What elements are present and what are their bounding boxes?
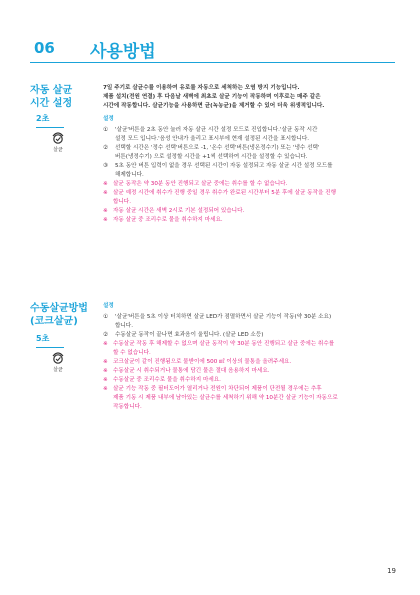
note-line: 수동살균 중 조리수로 물을 취수하지 마세요.	[113, 377, 221, 383]
note-line: 자동 살균 중 조리수로 물을 취수하지 마세요.	[113, 217, 223, 223]
auto-sterilize-title-line1: 자동 살균	[30, 85, 73, 96]
note-line: 수동살균 작동 후 해제할 수 없으며 살균 동작이 약 30분 동안 진행되고 살균 중에는 취수를	[113, 341, 335, 347]
step-line: 버튼(냉정수기) 으로 설정할 시간을 +1씩 선택하여 시간을 설정할 수 있습니다.	[115, 154, 308, 160]
step-line: 5초 동안 버튼 입력이 없을 경우 선택된 시간이 자동 설정되고 자동 살균 시간 설정 모드를	[115, 163, 333, 169]
sterilize-icon	[50, 131, 66, 145]
hold-duration-label: 5초	[36, 334, 50, 343]
warning-note	[103, 367, 391, 376]
intro-line: 시간에 작동합니다. 살균기능을 사용하면 균(녹농균)을 제거할 수 있어 더욱 위생적입니다.	[103, 103, 325, 109]
page-number: 19	[387, 567, 396, 575]
auto-setting-subheading: 설정	[103, 116, 114, 122]
note-line: 코크살균이 같이 진행됨으로 물받이에 500 ㎖ 이상의 물통을 올려주세요.	[113, 359, 292, 365]
note-marker: ※	[103, 386, 108, 392]
note-marker: ※	[103, 190, 108, 196]
step-line: '살균'버튼을 2초 동안 눌러 자동 살균 시간 설정 모드로 진입합니다.'살균 동작 시간	[115, 127, 318, 133]
warning-note	[103, 340, 391, 358]
auto-sterilize-section	[30, 84, 395, 234]
manual-sterilize-title-line2: (코크살균)	[30, 316, 78, 327]
step-line: '살균'버튼을 5초 이상 터치하면 살균 LED가 점멸하면서 살균 기능이 작동(약 30분 소요)	[115, 314, 332, 320]
warning-note	[103, 358, 391, 367]
manual-sterilize-title-line1: 수동살균방법	[30, 303, 88, 314]
note-line: 살균 동작은 약 30분 동안 진행되고 살균 중에는 취수를 할 수 없습니다.	[113, 181, 288, 187]
section-number: 06	[34, 39, 55, 57]
auto-sterilize-title-line2: 시간 설정	[30, 98, 73, 109]
hold-duration-badge	[36, 333, 66, 348]
hold-duration-label: 2초	[36, 114, 50, 123]
note-line: 살균 예정 시간에 취수가 진행 중일 경우 취수가 완료된 시간부터 5분 후에 살균 동작을 진행	[113, 190, 336, 196]
warning-note	[103, 189, 391, 207]
note-line: 합니다.	[113, 199, 131, 205]
badge-underline	[36, 347, 64, 348]
step-item	[103, 144, 391, 162]
note-line: 제품 기동 시 제품 내부에 남아있는 살균수를 세척하기 위해 약 10분간 살균 기능이 자동으로	[113, 395, 338, 401]
manual-sterilize-section	[30, 302, 395, 462]
manual-setting-subheading: 설정	[103, 303, 114, 309]
note-marker: ※	[103, 377, 108, 383]
auto-sterilize-title	[30, 84, 100, 110]
note-line: 할 수 없습니다.	[113, 350, 151, 356]
page-header	[30, 34, 395, 64]
note-marker: ※	[103, 341, 108, 347]
page-title: 사용방법	[90, 42, 156, 62]
auto-sterilize-intro	[103, 84, 391, 111]
step-line: 해제합니다.	[115, 172, 144, 178]
auto-sterilize-content	[103, 84, 391, 225]
note-marker: ※	[103, 359, 108, 365]
note-marker: ※	[103, 368, 108, 374]
step-item	[103, 331, 391, 340]
sterilize-icon	[50, 351, 66, 365]
step-line: 합니다.	[115, 323, 133, 329]
note-marker: ※	[103, 208, 108, 214]
manual-sterilize-content	[103, 302, 391, 412]
step-marker: ①	[103, 127, 109, 133]
warning-note	[103, 385, 391, 412]
badge-underline	[36, 127, 64, 128]
note-marker: ※	[103, 217, 108, 223]
warning-note	[103, 207, 391, 216]
step-marker: ②	[103, 145, 109, 151]
step-marker: ②	[103, 332, 109, 338]
warning-note	[103, 180, 391, 189]
intro-line: 제품 설치(전원 연결) 후 다음날 새벽에 최초로 살균 기능이 작동하며 이후로는 매주 같은	[103, 94, 321, 100]
step-marker: ③	[103, 163, 109, 169]
step-line: 설정 모드 입니다.'음성 안내가 울리고 표시부에 현재 설정된 시간을 표시합니다.	[115, 136, 310, 142]
hold-duration-badge	[36, 113, 66, 128]
note-marker: ※	[103, 181, 108, 187]
step-marker: ①	[103, 314, 109, 320]
note-line: 작동합니다.	[113, 404, 142, 410]
manual-sterilize-title	[30, 302, 100, 328]
step-line: 수동살균 동작이 끝나면 효과음이 울립니다. (살균 LED 소등)	[115, 332, 264, 338]
step-item	[103, 162, 391, 180]
step-line: 선택할 시간은 '정수 선택'버튼으로 -1, '온수 선택'버튼(냉온정수기) 또는 '냉수 선택'	[115, 145, 320, 151]
note-line: 자동 살균 시간은 새벽 2시로 기본 설정되어 있습니다.	[113, 208, 245, 214]
sterilize-icon-label: 살균	[53, 367, 63, 373]
note-line: 살균 기능 작동 중 필터도어가 열리거나 전원이 차단되어 제품이 단전될 경우에는 추후	[113, 386, 322, 392]
sterilize-button-illustration	[38, 351, 78, 373]
intro-line: 7일 주기로 살균수를 이용하여 유로를 자동으로 세척하는 오염 방지 기능입니다.	[103, 85, 300, 91]
note-line: 수동살균 시 취수되거나 물통에 담긴 물은 절대 음용하지 마세요.	[113, 368, 270, 374]
sterilize-button-illustration	[38, 131, 78, 153]
step-item	[103, 126, 391, 144]
sterilize-icon-label: 살균	[53, 147, 63, 153]
warning-note	[103, 216, 391, 225]
header-divider	[30, 62, 395, 63]
step-item	[103, 313, 391, 331]
warning-note	[103, 376, 391, 385]
